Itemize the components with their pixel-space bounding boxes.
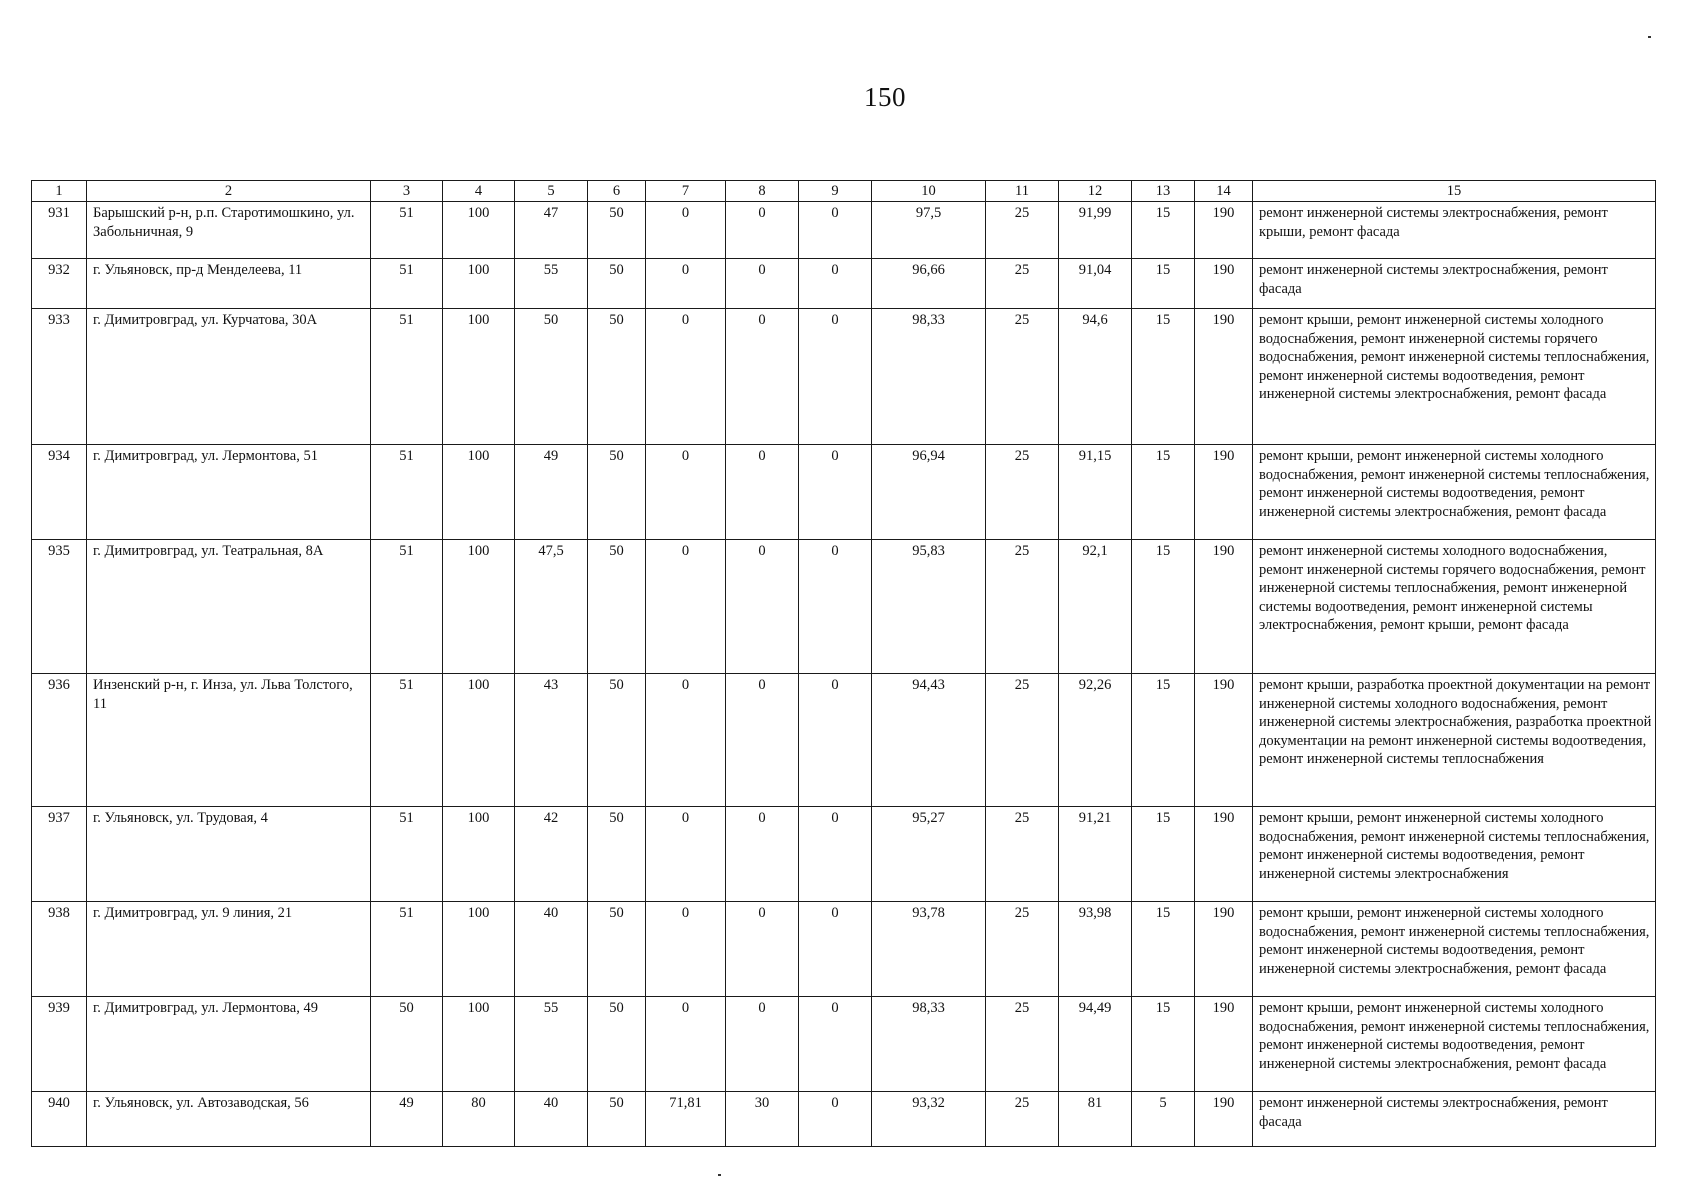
value-cell: 15 (1132, 807, 1195, 902)
value-cell: 91,99 (1059, 202, 1132, 259)
column-header: 10 (872, 181, 986, 202)
value-cell: 47 (515, 202, 588, 259)
table-row (32, 902, 1656, 997)
value-cell: 0 (799, 202, 872, 259)
value-cell: 93,78 (872, 902, 986, 997)
address-cell: г. Димитровград, ул. Лермонтова, 49 (87, 997, 371, 1092)
value-cell: 95,27 (872, 807, 986, 902)
value-cell: 190 (1195, 445, 1253, 540)
address-cell: г. Димитровград, ул. 9 линия, 21 (87, 902, 371, 997)
page-number: 150 (864, 82, 906, 112)
value-cell: 40 (515, 1092, 588, 1147)
value-cell: 50 (371, 997, 443, 1092)
value-cell: 50 (515, 309, 588, 445)
value-cell: 190 (1195, 540, 1253, 674)
column-header: 1 (32, 181, 87, 202)
address-cell: г. Ульяновск, ул. Автозаводская, 56 (87, 1092, 371, 1147)
value-cell: 15 (1132, 259, 1195, 309)
address-cell: г. Ульяновск, пр-д Менделеева, 11 (87, 259, 371, 309)
value-cell: 25 (986, 202, 1059, 259)
value-cell: 30 (726, 1092, 799, 1147)
value-cell: 0 (799, 309, 872, 445)
column-header: 8 (726, 181, 799, 202)
value-cell: 0 (646, 997, 726, 1092)
value-cell: 50 (588, 1092, 646, 1147)
value-cell: 15 (1132, 540, 1195, 674)
header-row (32, 181, 1656, 202)
value-cell: 15 (1132, 902, 1195, 997)
table-row (32, 259, 1656, 309)
table-row (32, 202, 1656, 259)
value-cell: 95,83 (872, 540, 986, 674)
table-row (32, 540, 1656, 674)
value-cell: 190 (1195, 202, 1253, 259)
value-cell: 0 (646, 309, 726, 445)
column-header: 3 (371, 181, 443, 202)
column-header: 13 (1132, 181, 1195, 202)
table-row (32, 1092, 1656, 1147)
table-row (32, 674, 1656, 807)
value-cell: 0 (799, 1092, 872, 1147)
value-cell: 190 (1195, 309, 1253, 445)
value-cell: 49 (515, 445, 588, 540)
value-cell: 42 (515, 807, 588, 902)
value-cell: 100 (443, 309, 515, 445)
value-cell: 100 (443, 807, 515, 902)
value-cell: 15 (1132, 202, 1195, 259)
value-cell: 0 (799, 540, 872, 674)
works-cell: ремонт крыши, ремонт инженерной системы холодного водоснабжения, ремонт инженерной системы теплоснабжения, ремонт инженерной системы водоотведения, ремонт инженерной системы электроснабжения, ремонт фасада (1253, 902, 1656, 997)
row-number: 936 (32, 674, 87, 807)
column-header: 14 (1195, 181, 1253, 202)
value-cell: 25 (986, 1092, 1059, 1147)
value-cell: 0 (726, 674, 799, 807)
value-cell: 25 (986, 309, 1059, 445)
value-cell: 81 (1059, 1092, 1132, 1147)
value-cell: 93,32 (872, 1092, 986, 1147)
value-cell: 100 (443, 202, 515, 259)
address-cell: г. Димитровград, ул. Лермонтова, 51 (87, 445, 371, 540)
row-number: 933 (32, 309, 87, 445)
row-number: 935 (32, 540, 87, 674)
value-cell: 0 (726, 309, 799, 445)
value-cell: 50 (588, 807, 646, 902)
works-cell: ремонт инженерной системы электроснабжения, ремонт крыши, ремонт фасада (1253, 202, 1656, 259)
value-cell: 50 (588, 202, 646, 259)
scan-speck (1648, 36, 1651, 38)
value-cell: 100 (443, 902, 515, 997)
value-cell: 80 (443, 1092, 515, 1147)
value-cell: 0 (726, 259, 799, 309)
value-cell: 0 (799, 902, 872, 997)
address-cell: г. Димитровград, ул. Курчатова, 30А (87, 309, 371, 445)
value-cell: 0 (646, 259, 726, 309)
works-cell: ремонт крыши, ремонт инженерной системы холодного водоснабжения, ремонт инженерной системы теплоснабжения, ремонт инженерной системы водоотведения, ремонт инженерной системы электроснабжения, ремонт фасада (1253, 997, 1656, 1092)
value-cell: 25 (986, 674, 1059, 807)
works-cell: ремонт крыши, ремонт инженерной системы холодного водоснабжения, ремонт инженерной системы теплоснабжения, ремонт инженерной системы водоотведения, ремонт инженерной системы электроснабжения, ремонт фасада (1253, 445, 1656, 540)
value-cell: 15 (1132, 674, 1195, 807)
address-cell: Инзенский р-н, г. Инза, ул. Льва Толстого, 11 (87, 674, 371, 807)
value-cell: 51 (371, 807, 443, 902)
value-cell: 25 (986, 997, 1059, 1092)
value-cell: 91,21 (1059, 807, 1132, 902)
table-row (32, 445, 1656, 540)
repair-register-table (31, 180, 1656, 1147)
table-row (32, 997, 1656, 1092)
value-cell: 94,49 (1059, 997, 1132, 1092)
address-cell: г. Димитровград, ул. Театральная, 8А (87, 540, 371, 674)
column-header: 5 (515, 181, 588, 202)
value-cell: 15 (1132, 309, 1195, 445)
address-cell: г. Ульяновск, ул. Трудовая, 4 (87, 807, 371, 902)
column-header: 11 (986, 181, 1059, 202)
value-cell: 51 (371, 902, 443, 997)
value-cell: 96,94 (872, 445, 986, 540)
value-cell: 91,04 (1059, 259, 1132, 309)
value-cell: 51 (371, 540, 443, 674)
value-cell: 0 (799, 674, 872, 807)
value-cell: 190 (1195, 807, 1253, 902)
value-cell: 51 (371, 202, 443, 259)
value-cell: 94,43 (872, 674, 986, 807)
value-cell: 55 (515, 997, 588, 1092)
value-cell: 92,1 (1059, 540, 1132, 674)
value-cell: 190 (1195, 674, 1253, 807)
column-header: 4 (443, 181, 515, 202)
value-cell: 71,81 (646, 1092, 726, 1147)
scan-speck (718, 1174, 721, 1176)
value-cell: 100 (443, 259, 515, 309)
value-cell: 190 (1195, 997, 1253, 1092)
value-cell: 0 (726, 807, 799, 902)
value-cell: 25 (986, 807, 1059, 902)
value-cell: 98,33 (872, 997, 986, 1092)
value-cell: 50 (588, 902, 646, 997)
value-cell: 25 (986, 445, 1059, 540)
value-cell: 190 (1195, 1092, 1253, 1147)
value-cell: 25 (986, 540, 1059, 674)
value-cell: 51 (371, 309, 443, 445)
row-number: 940 (32, 1092, 87, 1147)
value-cell: 51 (371, 674, 443, 807)
value-cell: 50 (588, 997, 646, 1092)
value-cell: 0 (646, 674, 726, 807)
column-header: 6 (588, 181, 646, 202)
value-cell: 98,33 (872, 309, 986, 445)
value-cell: 0 (646, 807, 726, 902)
value-cell: 0 (799, 997, 872, 1092)
value-cell: 0 (646, 540, 726, 674)
value-cell: 47,5 (515, 540, 588, 674)
column-header: 2 (87, 181, 371, 202)
value-cell: 0 (799, 807, 872, 902)
works-cell: ремонт крыши, разработка проектной документации на ремонт инженерной системы холодного водоснабжения, ремонт инженерной системы электроснабжения, разработка проектной документации на ремонт инженерной системы водоотведения, ремонт инженерной системы теплоснабжения (1253, 674, 1656, 807)
value-cell: 92,26 (1059, 674, 1132, 807)
column-header: 9 (799, 181, 872, 202)
works-cell: ремонт крыши, ремонт инженерной системы холодного водоснабжения, ремонт инженерной системы горячего водоснабжения, ремонт инженерной системы теплоснабжения, ремонт инженерной системы водоотведения, ремонт инженерной системы электроснабжения, ремонт фасада (1253, 309, 1656, 445)
value-cell: 0 (726, 202, 799, 259)
value-cell: 51 (371, 445, 443, 540)
value-cell: 50 (588, 445, 646, 540)
value-cell: 96,66 (872, 259, 986, 309)
value-cell: 0 (799, 259, 872, 309)
value-cell: 190 (1195, 259, 1253, 309)
value-cell: 43 (515, 674, 588, 807)
value-cell: 50 (588, 540, 646, 674)
value-cell: 93,98 (1059, 902, 1132, 997)
value-cell: 100 (443, 674, 515, 807)
value-cell: 0 (799, 445, 872, 540)
value-cell: 5 (1132, 1092, 1195, 1147)
table-row (32, 309, 1656, 445)
value-cell: 0 (726, 902, 799, 997)
value-cell: 0 (646, 445, 726, 540)
value-cell: 0 (726, 997, 799, 1092)
works-cell: ремонт инженерной системы электроснабжения, ремонт фасада (1253, 1092, 1656, 1147)
value-cell: 0 (646, 902, 726, 997)
works-cell: ремонт крыши, ремонт инженерной системы холодного водоснабжения, ремонт инженерной системы теплоснабжения, ремонт инженерной системы водоотведения, ремонт инженерной системы электроснабжения (1253, 807, 1656, 902)
value-cell: 100 (443, 540, 515, 674)
row-number: 938 (32, 902, 87, 997)
value-cell: 91,15 (1059, 445, 1132, 540)
table-row (32, 807, 1656, 902)
value-cell: 100 (443, 997, 515, 1092)
value-cell: 51 (371, 259, 443, 309)
works-cell: ремонт инженерной системы электроснабжения, ремонт фасада (1253, 259, 1656, 309)
column-header: 12 (1059, 181, 1132, 202)
value-cell: 25 (986, 259, 1059, 309)
value-cell: 190 (1195, 902, 1253, 997)
row-number: 937 (32, 807, 87, 902)
value-cell: 94,6 (1059, 309, 1132, 445)
row-number: 934 (32, 445, 87, 540)
value-cell: 15 (1132, 997, 1195, 1092)
value-cell: 0 (646, 202, 726, 259)
row-number: 931 (32, 202, 87, 259)
value-cell: 0 (726, 445, 799, 540)
address-cell: Барышский р-н, р.п. Старотимошкино, ул. Забольничная, 9 (87, 202, 371, 259)
value-cell: 50 (588, 259, 646, 309)
value-cell: 15 (1132, 445, 1195, 540)
value-cell: 100 (443, 445, 515, 540)
row-number: 939 (32, 997, 87, 1092)
value-cell: 55 (515, 259, 588, 309)
row-number: 932 (32, 259, 87, 309)
value-cell: 0 (726, 540, 799, 674)
works-cell: ремонт инженерной системы холодного водоснабжения, ремонт инженерной системы горячего водоснабжения, ремонт инженерной системы теплоснабжения, ремонт инженерной системы водоотведения, ремонт инженерной системы электроснабжения, ремонт крыши, ремонт фасада (1253, 540, 1656, 674)
column-header: 7 (646, 181, 726, 202)
value-cell: 25 (986, 902, 1059, 997)
column-header: 15 (1253, 181, 1656, 202)
value-cell: 40 (515, 902, 588, 997)
value-cell: 49 (371, 1092, 443, 1147)
value-cell: 50 (588, 309, 646, 445)
value-cell: 97,5 (872, 202, 986, 259)
value-cell: 50 (588, 674, 646, 807)
